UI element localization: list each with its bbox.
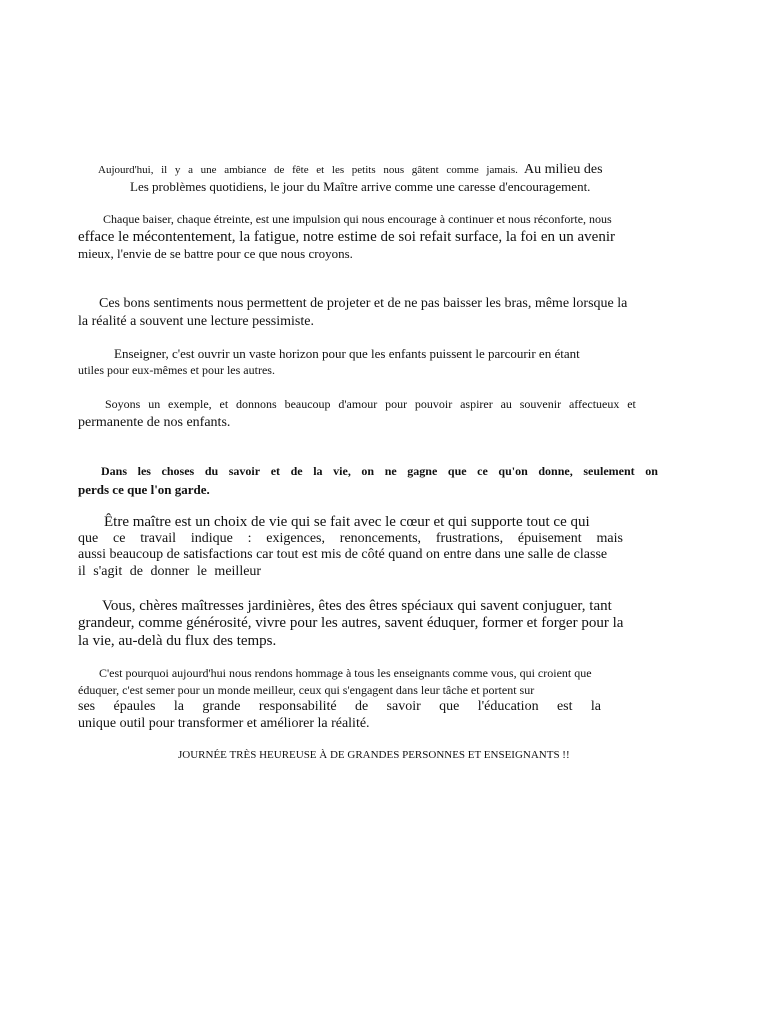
p6-line2: perds ce que l'on garde. [78,482,210,497]
p2-line3: mieux, l'envie de se battre pour ce que nous croyons. [78,246,353,261]
p3-line2: la réalité a souvent une lecture pessimiste. [78,314,314,329]
p9-line2: éduquer, c'est semer pour un monde meilleur, ceux qui s'engagent dans leur tâche et portent sur [78,683,535,697]
p8-line1: Vous, chères maîtresses jardinières, êtes des êtres spéciaux qui savent conjuguer, tant [102,598,612,614]
p7-line2-text: que ce travail indique : exigences, renoncements, frustrations, épuisement mais [78,531,623,546]
p9-line3-text: ses épaules la grande responsabilité de savoir que l'éducation est la [78,699,601,714]
p5-line1-text: Soyons un exemple, et donnons beaucoup d'amour pour pouvoir aspirer au souvenir affectueux et [105,397,636,411]
p7-line2 [78,532,623,546]
p8-line3: la vie, au-delà du flux des temps. [78,633,277,649]
p7-line4: il s'agit de donner le meilleur [78,564,262,579]
p9-line4: unique outil pour transformer et améliorer la réalité. [78,716,370,731]
p2-line1: Chaque baiser, chaque étreinte, est une impulsion qui nous encourage à continuer et nous réconforte, nous [103,212,612,226]
p1-line1 [98,165,518,176]
p9-line1: C'est pourquoi aujourd'hui nous rendons hommage à tous les enseignants comme vous, qui croient que [99,666,592,680]
p7-line3: aussi beaucoup de satisfactions car tout est mis de côté quand on entre dans une salle de classe [78,547,608,562]
p3-line1: Ces bons sentiments nous permettent de projeter et de ne pas baisser les bras, même lorsque la [99,296,628,311]
p5-line2: permanente de nos enfants. [78,415,231,430]
p4-line1: Enseigner, c'est ouvrir un vaste horizon pour que les enfants puissent le parcourir en étant [114,346,580,361]
p2-line2: efface le mécontentement, la fatigue, notre estime de soi refait surface, la foi en un avenir [78,229,615,245]
p1-line2: Les problèmes quotidiens, le jour du Maître arrive comme une caresse d'encouragement. [130,179,591,194]
p6-line1 [101,465,658,477]
closing-line: JOURNÉE TRÈS HEUREUSE À DE GRANDES PERSONNES ET ENSEIGNANTS !! [178,749,570,761]
p1-line1-large: Au milieu des [524,162,603,177]
p4-line2: utiles pour eux-mêmes et pour les autres. [78,363,275,377]
p1-line1-small: Aujourd'hui, il y a une ambiance de fête et les petits nous gâtent comme jamais. [98,164,518,176]
p5-line1 [105,398,636,410]
p6-line1-text: Dans les choses du savoir et de la vie, on ne gagne que ce qu'on donne, seulement on [101,464,658,478]
p8-line2: grandeur, comme générosité, vivre pour les autres, savent éduquer, former et forger pour la [78,615,624,631]
p7-line1: Être maître est un choix de vie qui se fait avec le cœur et qui supporte tout ce qui [104,514,590,530]
p9-line3 [78,700,601,714]
